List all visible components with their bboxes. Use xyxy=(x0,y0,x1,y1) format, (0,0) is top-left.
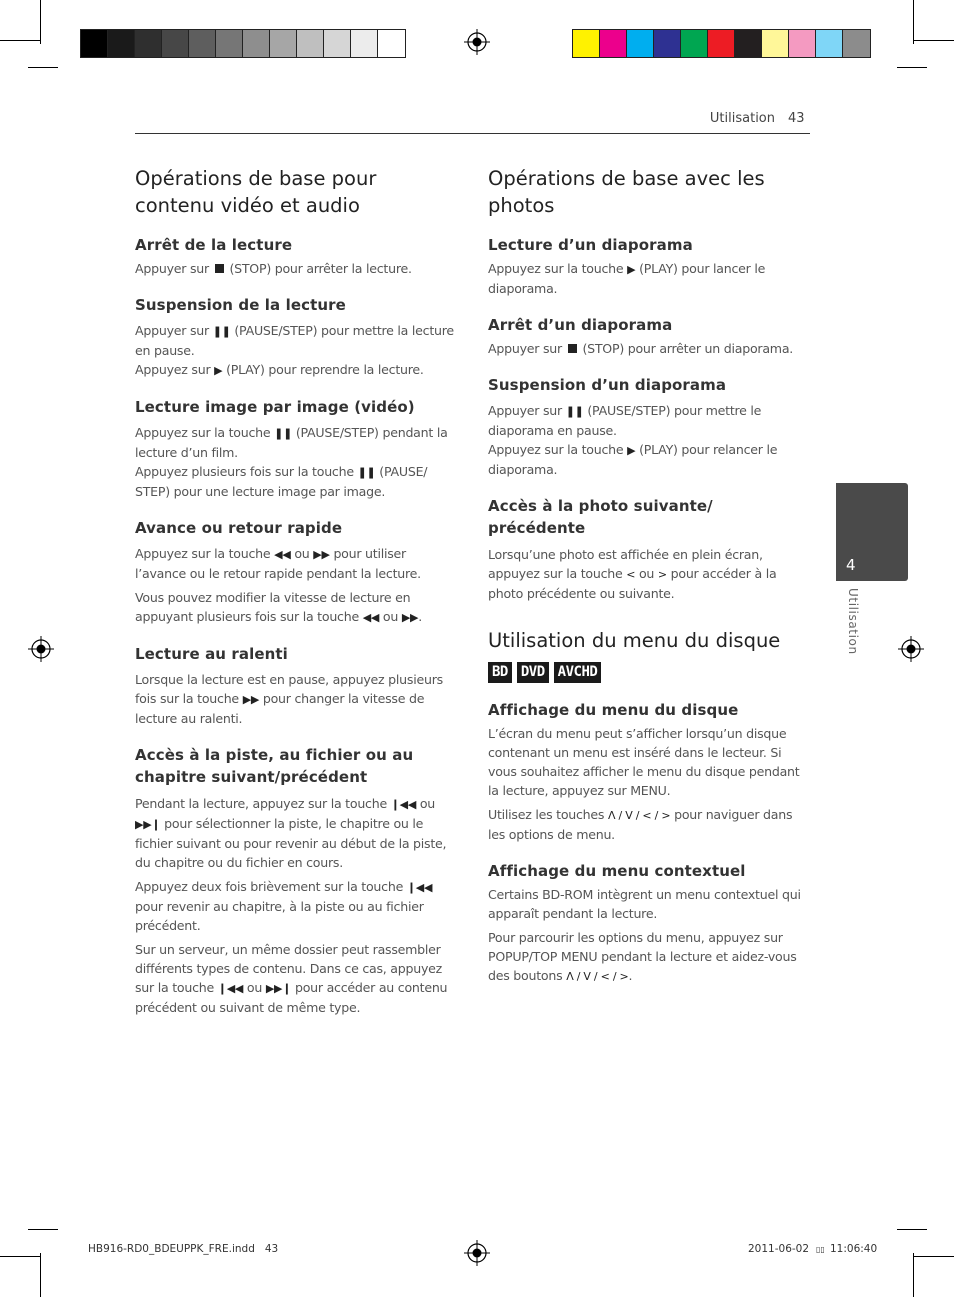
previous-icon: ❙◀◀ xyxy=(406,881,433,894)
stop-icon xyxy=(568,344,577,353)
subsection-heading: Affichage du menu contextuel xyxy=(488,862,746,880)
section-title-line: photos xyxy=(488,194,555,217)
play-icon: ▶ xyxy=(214,364,223,377)
right-column xyxy=(488,165,810,986)
crop-mark xyxy=(914,1256,954,1257)
paragraph: Appuyer sur (STOP) pour arrêter un diaporama. xyxy=(488,341,794,356)
paragraph: Appuyez sur la touche ▶ (PLAY) pour relancer le diaporama. xyxy=(488,442,778,477)
color-swatch xyxy=(762,30,789,57)
crop-mark xyxy=(28,67,58,68)
bd-badge: BD xyxy=(488,662,512,683)
color-swatch xyxy=(573,30,600,57)
paragraph: Appuyez plusieurs fois sur la touche ❚❚ (PAUSE/ STEP) pour une lecture image par image. xyxy=(135,464,428,499)
chapter-tab-label: Utilisation xyxy=(846,588,860,655)
subsection-heading: Accès à la photo suivante/ précédente xyxy=(488,497,713,537)
color-swatch xyxy=(162,30,189,57)
section-title-line: contenu vidéo et audio xyxy=(135,194,360,217)
crop-mark xyxy=(897,67,927,68)
registration-mark-icon xyxy=(464,1240,490,1266)
color-bar xyxy=(572,29,871,58)
color-swatch xyxy=(81,30,108,57)
play-icon: ▶ xyxy=(627,444,636,457)
paragraph: Appuyez sur ▶ (PLAY) pour reprendre la lecture. xyxy=(135,362,424,377)
paragraph: Sur un serveur, un même dossier peut rassembler différents types de contenu. Dans ce cas, appuyez sur la touche ❙◀◀ ou ▶▶❙ pour accéder au contenu précédent ou suivant de même type. xyxy=(135,942,448,1015)
fast-forward-icon: ▶▶ xyxy=(313,548,330,561)
color-swatch xyxy=(789,30,816,57)
paragraph: Appuyez sur la touche ▶ (PLAY) pour lancer le diaporama. xyxy=(488,261,766,296)
color-swatch xyxy=(324,30,351,57)
crop-mark xyxy=(914,40,954,41)
footer-file-name: HB916-RD0_BDEUPPK_FRE.indd 43 xyxy=(88,1243,279,1255)
paragraph: Pendant la lecture, appuyez sur la touche ❙◀◀ ou ▶▶❙ pour sélectionner la piste, le chapitre ou le fichier suivant ou pour revenir au début de la piste, du chapitre ou du fichier en cours. xyxy=(135,796,447,870)
footer-time: 11:06:40 xyxy=(830,1243,878,1255)
color-swatch xyxy=(270,30,297,57)
pause-icon: ❚❚ xyxy=(565,405,584,418)
paragraph: Vous pouvez modifier la vitesse de lecture en appuyant plusieurs fois sur la touche ◀◀ ou ▶▶. xyxy=(135,590,423,624)
section-title xyxy=(135,165,455,219)
running-header-section: Utilisation xyxy=(709,111,775,126)
subsection-heading: Arrêt d’un diaporama xyxy=(488,316,673,334)
subsection-heading: Lecture d’un diaporama xyxy=(488,236,693,254)
paragraph: Appuyer sur ❚❚ (PAUSE/STEP) pour mettre la lecture en pause. xyxy=(135,323,454,358)
color-swatch xyxy=(243,30,270,57)
paragraph: Lorsqu’une photo est affichée en plein écran, appuyez sur la touche < ou > pour accéder à la photo précédente ou suivante. xyxy=(488,547,777,601)
crop-mark xyxy=(913,1253,914,1297)
subsection-heading: Lecture image par image (vidéo) xyxy=(135,398,415,416)
subsection-heading: Lecture au ralenti xyxy=(135,645,288,663)
play-icon: ▶ xyxy=(627,263,636,276)
direction-arrows-icon: Λ / V / < / > xyxy=(566,970,629,983)
avchd-badge: AVCHD xyxy=(554,662,602,683)
crop-mark xyxy=(913,0,914,44)
rewind-icon: ◀◀ xyxy=(362,611,380,624)
previous-icon: ❙◀◀ xyxy=(217,982,244,995)
color-swatch xyxy=(600,30,627,57)
color-swatch xyxy=(816,30,843,57)
paragraph: Appuyer sur (STOP) pour arrêter la lecture. xyxy=(135,261,412,276)
paragraph: Utilisez les touches Λ / V / < / > pour naviguer dans les options de menu. xyxy=(488,807,793,842)
subsection-heading: Suspension d’un diaporama xyxy=(488,376,727,394)
color-swatch xyxy=(627,30,654,57)
color-swatch xyxy=(843,30,870,57)
crop-mark xyxy=(40,1253,41,1297)
chapter-number: 4 xyxy=(846,556,856,574)
crop-mark xyxy=(0,1256,40,1257)
direction-arrows-icon: Λ / V / < / > xyxy=(607,809,671,822)
footer-date: 2011-06-02 xyxy=(748,1243,810,1255)
color-swatch xyxy=(135,30,162,57)
color-swatch xyxy=(378,30,405,57)
color-swatch xyxy=(216,30,243,57)
subsection-heading: Affichage du menu du disque xyxy=(488,701,739,719)
grayscale-bar xyxy=(80,29,406,58)
left-column xyxy=(135,165,455,1017)
color-swatch xyxy=(108,30,135,57)
rewind-icon: ◀◀ xyxy=(274,548,291,561)
crop-mark xyxy=(0,40,40,41)
footer-mark: ▯▯ xyxy=(816,1245,825,1254)
subsection-heading: Avance ou retour rapide xyxy=(135,519,343,537)
section-title: Utilisation du menu du disque xyxy=(488,629,781,652)
crop-mark xyxy=(40,0,41,44)
registration-mark-icon xyxy=(898,636,924,662)
next-icon: ▶▶❙ xyxy=(135,818,161,831)
paragraph: L’écran du menu peut s’afficher lorsqu’un disque contenant un menu est inséré dans le lecteur. Si vous souhaitez afficher le menu du disque pendant la lecture, appuyez sur MENU. xyxy=(488,726,800,798)
section-title xyxy=(488,165,810,219)
fast-forward-icon: ▶▶ xyxy=(242,693,260,706)
color-swatch xyxy=(708,30,735,57)
paragraph: Lorsque la lecture est en pause, appuyez plusieurs fois sur la touche ▶▶ pour changer la vitesse de lecture au ralenti. xyxy=(135,672,443,726)
dvd-badge: DVD xyxy=(517,662,549,683)
registration-mark-icon xyxy=(28,636,54,662)
pause-icon: ❚❚ xyxy=(212,325,231,338)
next-icon: ▶▶❙ xyxy=(265,982,292,995)
subsection-heading: Arrêt de la lecture xyxy=(135,236,293,254)
subsection-heading: Suspension de la lecture xyxy=(135,296,346,314)
pause-icon: ❚❚ xyxy=(357,466,376,479)
right-arrow-icon: > xyxy=(657,568,667,581)
section-title-line: Opérations de base avec les xyxy=(488,167,765,190)
paragraph: Appuyez deux fois brièvement sur la touche ❙◀◀ pour revenir au chapitre, à la piste ou au fichier précédent. xyxy=(135,879,433,933)
subsection-heading: Accès à la piste, au fichier ou au chapitre suivant/précédent xyxy=(135,746,414,786)
paragraph: Appuyez sur la touche ❚❚ (PAUSE/STEP) pendant la lecture d’un film. xyxy=(135,425,448,460)
pause-icon: ❚❚ xyxy=(274,427,293,440)
page-number: 43 xyxy=(788,111,805,126)
crop-mark xyxy=(28,1229,58,1230)
color-swatch xyxy=(189,30,216,57)
color-swatch xyxy=(297,30,324,57)
fast-forward-icon: ▶▶ xyxy=(401,611,419,624)
paragraph: Certains BD-ROM intègrent un menu contextuel qui apparaît pendant la lecture. xyxy=(488,887,801,921)
paragraph: Appuyer sur ❚❚ (PAUSE/STEP) pour mettre le diaporama en pause. xyxy=(488,403,762,438)
disc-type-badges xyxy=(488,662,810,683)
section-title-line: Opérations de base pour xyxy=(135,167,377,190)
paragraph: Appuyez sur la touche ◀◀ ou ▶▶ pour utiliser l’avance ou le retour rapide pendant la lecture. xyxy=(135,546,421,581)
color-swatch xyxy=(351,30,378,57)
paragraph: Pour parcourir les options du menu, appuyez sur POPUP/TOP MENU pendant la lecture et aidez-vous des boutons Λ / V / < / >. xyxy=(488,930,797,983)
registration-mark-icon xyxy=(464,29,490,55)
color-swatch xyxy=(735,30,762,57)
crop-mark xyxy=(897,1229,927,1230)
header-rule xyxy=(135,133,810,134)
previous-icon: ❙◀◀ xyxy=(390,798,417,811)
stop-icon xyxy=(215,264,224,273)
color-swatch xyxy=(654,30,681,57)
left-arrow-icon: < xyxy=(626,568,636,581)
color-swatch xyxy=(681,30,708,57)
